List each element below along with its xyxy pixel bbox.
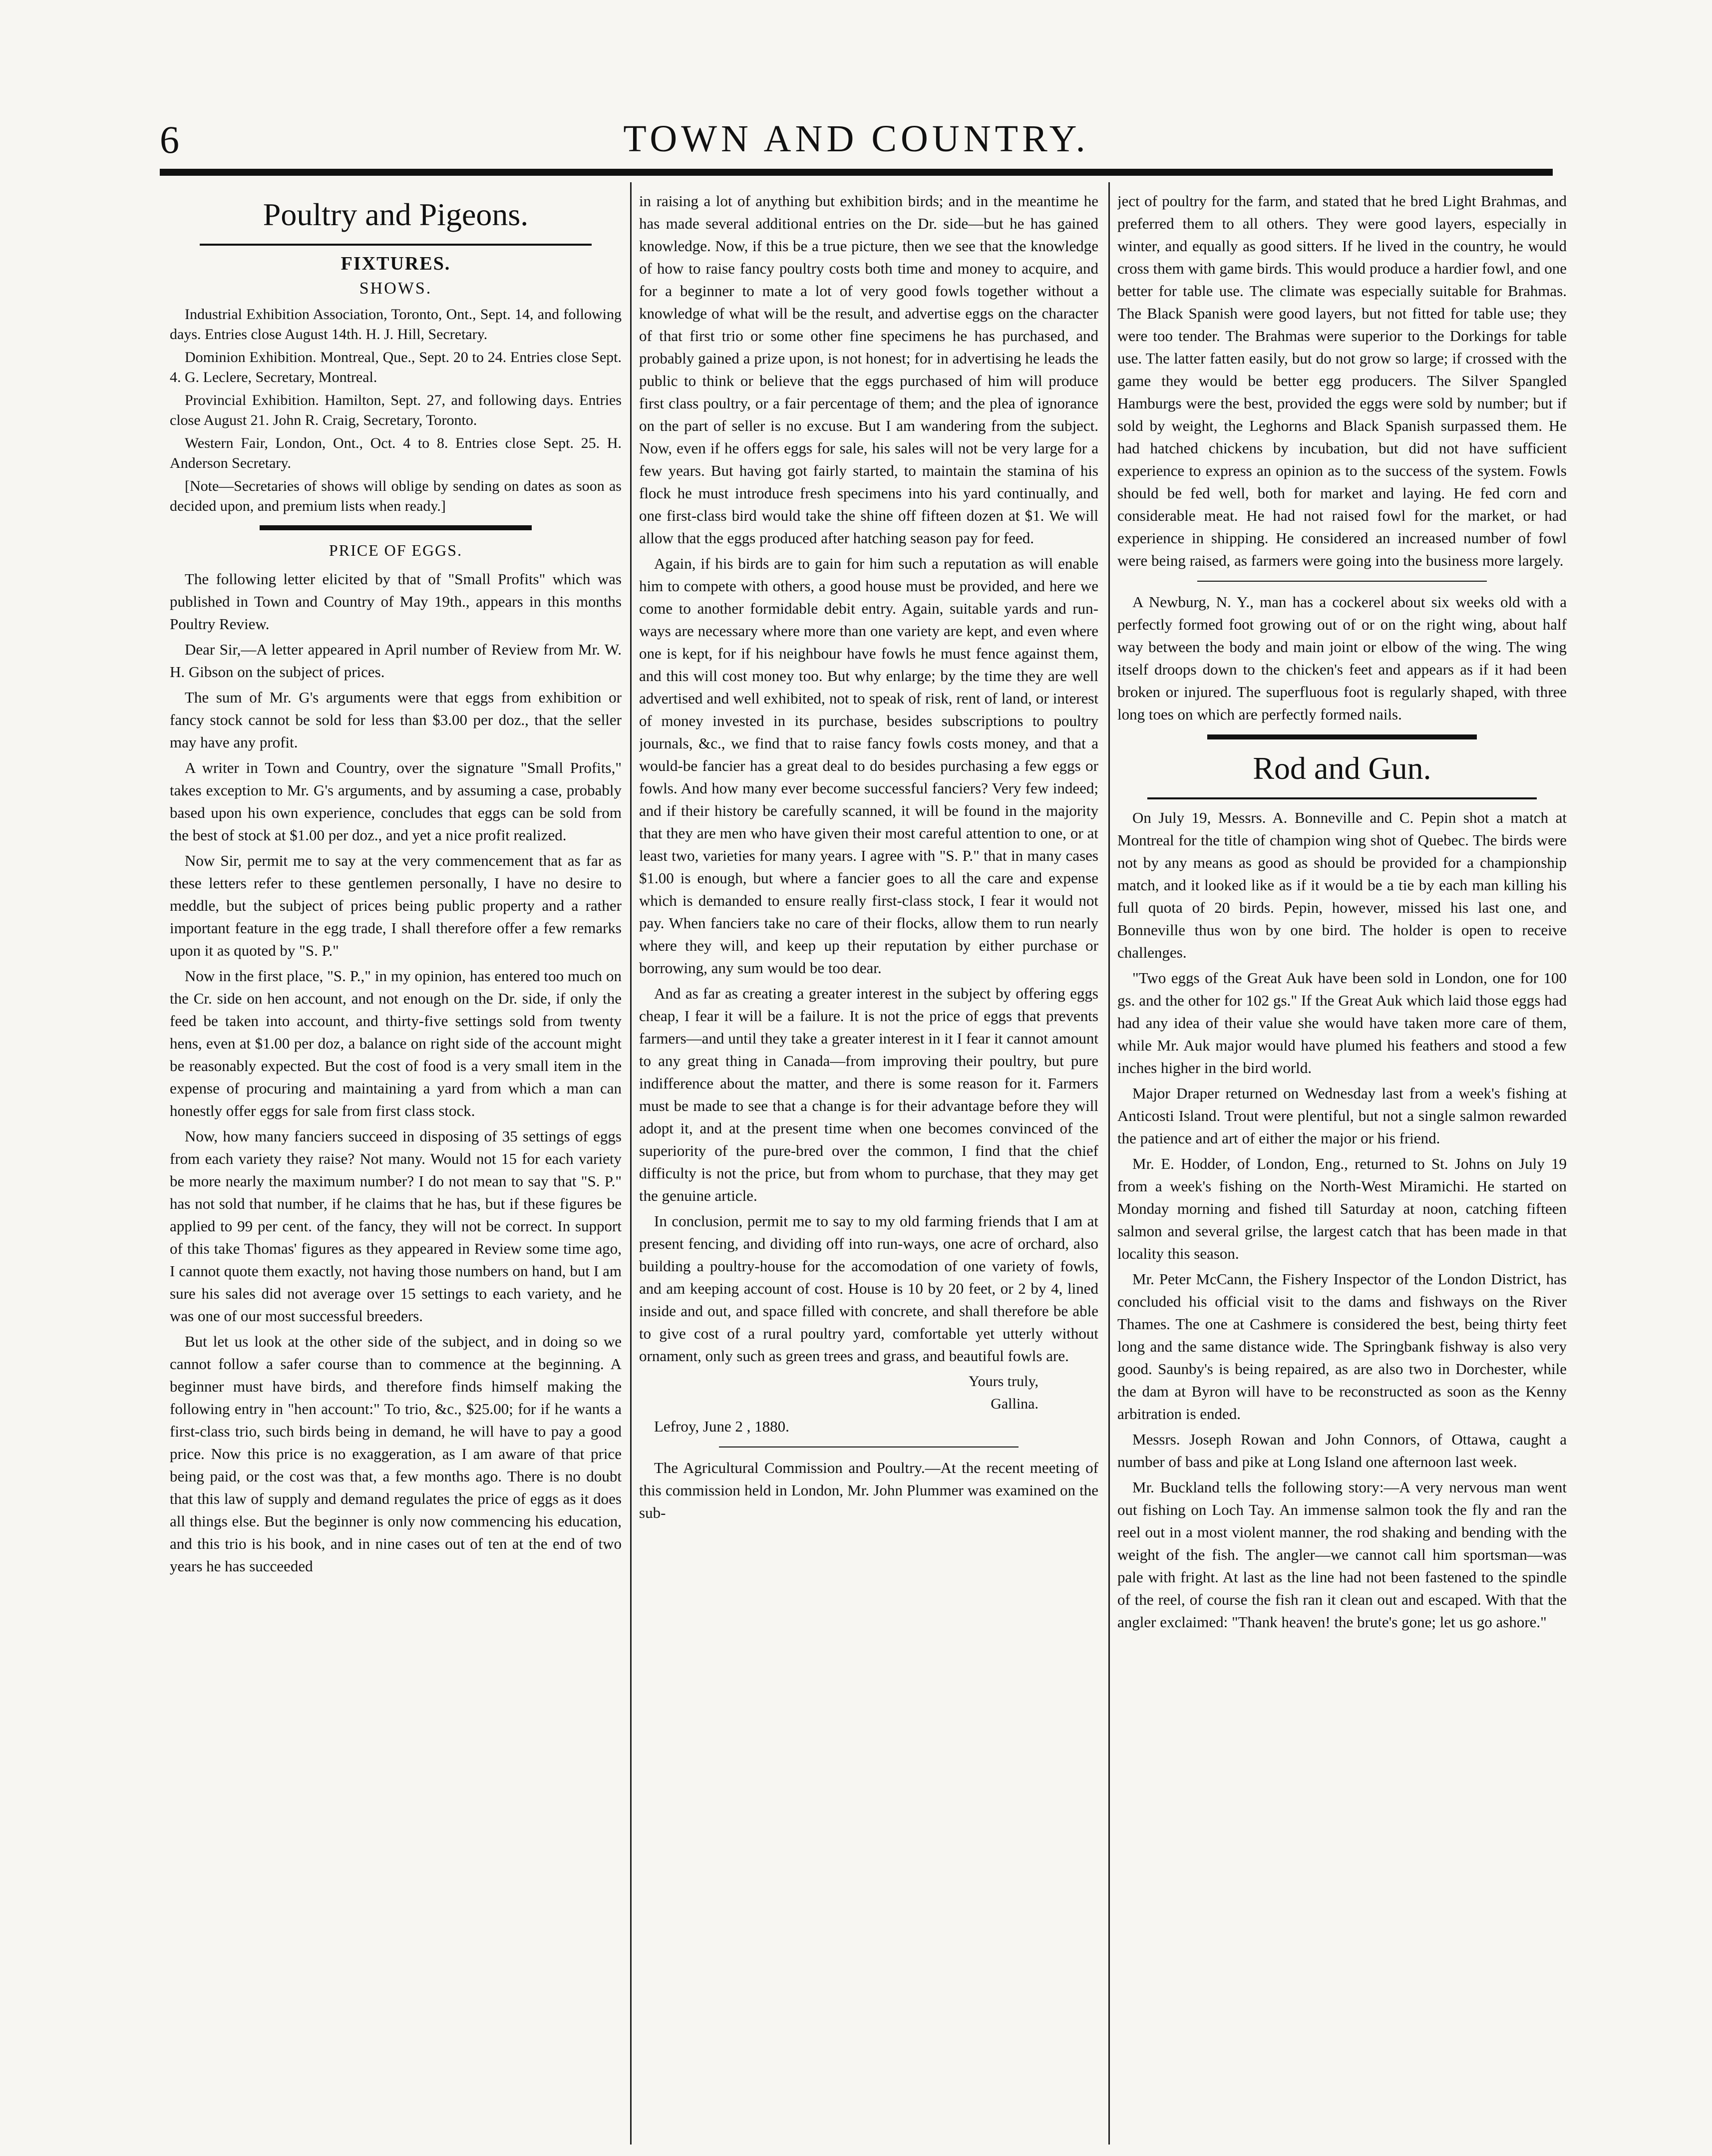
article-paragraph: Now Sir, permit me to say at the very commencement that as far as these letters refer to these gentlemen personally, I have no desire to meddle, but the subject of prices being public property and a rather important feature in the egg trade, I shall therefore offer a few remarks upon it as quoted by "S. P." <box>170 852 622 959</box>
article-paragraph: Again, if his birds are to gain for him such a reputation as will enable him to compete with others, a good house must be provided, and here we come to another formidable debit entry. Again, suitable yards and run-ways are necessary where more than one variety are kept, and even where one is kept, for if his neighbour have fowls he must fence against them, and this will cost money too. But why enlarge; by the time they are well advertised and well exhibited, not to speak of risk, rent of land, or interest of money invested in its purchase, besides subscriptions to poultry journals, &c., we find that to raise fancy fowls costs money, and that a would-be fancier has a great deal to do besides purchasing a few eggs or fowls. And how many ever become successful fanciers? Very few indeed; and if their history be carefully scanned, it will be found in the majority that they are men who have given their most careful attention to one, or at least two, varieties for many years. I agree with "S. P." that in many cases $1.00 is enough, but where a fancier goes to all the care and expense which is demanded to ensure really first-class stock, I fear it would not pay. When fanciers take no care of their flocks, allow them to run nearly where they will, and keep up their reputation by either purchase or borrowing, any sum would be too dear. <box>639 555 1098 977</box>
article-paragraph: Messrs. Joseph Rowan and John Connors, of Ottawa, caught a number of bass and pike at Long Island one afternoon last week. <box>1117 1431 1567 1470</box>
article-paragraph: And as far as creating a greater interest in the subject by offering eggs cheap, I fear it will be a failure. It is not the price of eggs that prevents farmers—and until they take a greater interest in it I fear it cannot amount to any great thing in Canada—from improving their poultry, but pure indifference about the matter, and there is some reason for it. Farmers must be made to see that a change is for their advantage before they will adopt it, and at the present time when one becomes convinced of the superiority of the pure-bred over the common, I find that the chief difficulty is not the price, but from whom to purchase, that they may get the genuine article. <box>639 985 1098 1204</box>
article-paragraph: "Two eggs of the Great Auk have been sold in London, one for 100 gs. and the other for 102 gs." If the Great Auk which laid those eggs had had any idea of their value she would have taken more care of them, while Mr. Auk major would have plumed his feathers and stood a few inches higher in the bird world. <box>1117 969 1567 1077</box>
article-paragraph: In conclusion, permit me to say to my old farming friends that I am at present fencing, and dividing off into run-ways, one acre of orchard, also building a poultry-house for the accomodation of one variety of fowls, and am keeping account of cost. House is 10 by 20 feet, or 2 by 4, lined inside and out, and space filled with concrete, and shall therefore be able to give cost of a rural poultry yard, comfortable yet utterly without ornament, only such as green trees and grass, and beautiful fowls are. <box>639 1212 1098 1365</box>
divider <box>200 244 592 246</box>
divider <box>1207 734 1477 739</box>
paper-title: TOWN AND COUNTRY. <box>623 118 1089 160</box>
shows-heading: SHOWS. <box>359 279 432 298</box>
article-paragraph: A Newburg, N. Y., man has a cockerel about six weeks old with a perfectly formed foot growing out of or on the right wing, about half way between the body and main joint or elbow of the wing. The wing itself droops down to the chicken's feet and appears as if it had been broken or injured. The superfluous foot is regularly shaped, with three long toes on which are perfectly formed nails. <box>1117 593 1567 723</box>
article-paragraph: Major Draper returned on Wednesday last from a week's fishing at Anticosti Island. Trout were plentiful, but not a single salmon rewarded the patience and art of either the major or his friend. <box>1117 1084 1567 1147</box>
column-2 <box>639 190 1098 2147</box>
divider <box>1197 581 1487 582</box>
article-paragraph: Mr. E. Hodder, of London, Eng., returned to St. Johns on July 19 from a week's fishing on the North-West Miramichi. He started on Monday morning and fished till Saturday at noon, catching fifteen salmon and several grilse, the largest catch that has been made in that locality this season. <box>1117 1155 1567 1262</box>
article-paragraph: Mr. Peter McCann, the Fishery Inspector of the London District, has concluded his official visit to the dams and fishways on the River Thames. The one at Cashmere is considered the best, being thirty feet long and the same distance wide. The Springbank fishway is also very good. Saunby's is being repaired, as are also two in Dorchester, while the dam at Byron will have to be reconstructed as soon as the Kenny arbitration is ended. <box>1117 1270 1567 1423</box>
article-paragraph: in raising a lot of anything but exhibition birds; and in the meantime he has made several additional entries on the Dr. side—but he has gained knowledge. Now, if this be a true picture, then we see that the knowledge of how to raise fancy poultry costs both time and money to acquire, and for a beginner to mate a lot of very good fowls together without a knowledge of what will be the result, and advertise eggs on the character of that first trio or some other fine specimens he has purchased, and probably gained a prize upon, is not honest; for in advertising he leads the public to think or believe that the eggs purchased of him will produce first class poultry, or a fair percentage of them; and the plea of ignorance on the part of seller is no excuse. But I am wandering from the subject. Now, even if he offers eggs for sale, his sales will not be very large for a few years. But having got fairly started, to maintain the stamina of his flock he must introduce fresh specimens into his yard continually, and one first-class bird would take the shine off fifteen dozen at $1. We will allow that the eggs produced after hatching season pay for feed. <box>639 192 1098 547</box>
article-paragraph: On July 19, Messrs. A. Bonneville and C. Pepin shot a match at Montreal for the title of champion wing shot of Quebec. The birds were not by any means as good as should be provided for a championship match, and it looked like as if it would be a tie by each man killing his full quota of 20 birds. Pepin, however, missed his last one, and Bonneville thus won by one bird. The holder is open to receive challenges. <box>1117 809 1567 961</box>
fixture-item: Provincial Exhibition. Hamilton, Sept. 27, and following days. Entries close August 21. John R. Craig, Secretary, Toronto. <box>170 392 622 428</box>
fixture-item: Dominion Exhibition. Montreal, Que., Sept. 20 to 24. Entries close Sept. 4. G. Leclere, Secretary, Montreal. <box>170 349 622 385</box>
divider <box>719 1446 1019 1447</box>
divider <box>1147 797 1537 799</box>
section-title-poultry: Poultry and Pigeons. <box>263 197 529 232</box>
page-number: 6 <box>160 118 179 161</box>
column-3 <box>1117 190 1567 2147</box>
column-divider <box>1108 182 1110 2145</box>
column-1 <box>170 190 622 2147</box>
article-paragraph: The sum of Mr. G's arguments were that eggs from exhibition or fancy stock cannot be sold for less than $3.00 per doz., that the seller may have any profit. <box>170 689 622 751</box>
section-title-rod-and-gun: Rod and Gun. <box>1253 750 1431 786</box>
article-paragraph: Dear Sir,—A letter appeared in April number of Review from Mr. W. H. Gibson on the subject of prices. <box>170 641 622 681</box>
fixtures-heading: FIXTURES. <box>341 253 451 274</box>
letter-closing: Yours truly, <box>968 1373 1038 1390</box>
divider <box>260 525 532 530</box>
column-divider <box>630 182 632 2145</box>
price-of-eggs-heading: PRICE OF EGGS. <box>329 541 463 559</box>
letter-signature: Gallina. <box>991 1396 1038 1412</box>
article-paragraph: A writer in Town and Country, over the signature "Small Profits," takes exception to Mr. G's arguments, and by assuming a case, probably based upon his own experience, concludes that eggs can be sold from the best of stock at $1.00 per doz., and yet a nice profit realized. <box>170 759 622 844</box>
fixture-item: Industrial Exhibition Association, Toronto, Ont., Sept. 14, and following days. Entries close August 14th. H. J. Hill, Secretary. <box>170 306 622 343</box>
article-paragraph: Now in the first place, "S. P.," in my opinion, has entered too much on the Cr. side on hen account, and not enough on the Dr. side, if only the feed be taken into account, and thirty-five settings sold from twenty hens, even at $1.00 per doz, a balance on right side of the account might be reasonably expected. But the cost of food is a very small item in the expense of procuring and maintaining a yard from which a man can honestly offer eggs for sale from first class stock. <box>170 967 622 1119</box>
masthead-rule <box>160 169 1553 176</box>
fixture-item: Western Fair, London, Ont., Oct. 4 to 8. Entries close Sept. 25. H. Anderson Secretary. <box>170 435 622 471</box>
article-paragraph: Now, how many fanciers succeed in disposing of 35 settings of eggs from each variety they raise? Not many. Would not 15 for each variety be more nearly the maximum number? I do not mean to say that "S. P." has not sold that number, if he claims that he has, but if these figures be applied to 99 per cent. of the fancy, they will not be correct. In support of this take Thomas' figures as they appeared in Review some time ago, I cannot quote them exactly, not having those numbers on hand, but I am sure his sales did not average over 15 settings to each variety, and he was one of our most successful breeders. <box>170 1127 622 1325</box>
letter-dateline: Lefroy, June 2 , 1880. <box>654 1418 789 1435</box>
article-paragraph: The following letter elicited by that of "Small Profits" which was published in Town and Country of May 19th., appears in this months Poultry Review. <box>170 570 622 633</box>
fixtures-note: [Note—Secretaries of shows will oblige by sending on dates as soon as decided upon, and premium lists when ready.] <box>170 478 622 514</box>
article-paragraph: But let us look at the other side of the subject, and in doing so we cannot follow a safer course than to commence at the beginning. A beginner must have birds, and therefore finds himself making the following entry in "hen account:" To trio, &c., $25.00; for if he wants a first-class trio, such birds being in demand, he will have to pay a good price. Now this price is no exaggeration, as I am aware of that price being paid, or the cost was that, a few months ago. There is no doubt that this law of supply and demand regulates the price of eggs as it does all things else. But the beginner is only now commencing his education, and this trio is his book, and in nine cases out of ten at the end of two years he has succeeded <box>170 1333 622 1575</box>
article-paragraph: Mr. Buckland tells the following story:—A very nervous man went out fishing on Loch Tay. An immense salmon took the fly and ran the reel out in a most violent manner, the rod shaking and bending with the weight of the fish. The angler—we cannot call him sportsman—was pale with fright. At last as the line had not been fastened to the spindle of the reel, of course the fish ran it clean out and escaped. With that the angler exclaimed: "Thank heaven! the brute's gone; let us go ashore." <box>1117 1478 1567 1631</box>
article-paragraph: ject of poultry for the farm, and stated that he bred Light Brahmas, and preferred them to all others. They were good layers, especially in winter, and equally as good sitters. If he lived in the country, he would cross them with game birds. This would produce a hardier fowl, and one better for table use. The climate was especially suitable for Brahmas. The Black Spanish were good layers, but not fitted for table use; they were too tender. The Brahmas were superior to the Dorkings for table use. The latter fatten easily, but do not grow so large; if crossed with the game they would be better egg producers. The Silver Spangled Hamburgs were the best, provided the eggs were sold by number; but if sold by weight, the Leghorns and Black Spanish surpassed them. He had hatched chickens by incubation, but did not have sufficient experience to express an opinion as to the success of the system. Fowls should be fed well, both for market and laying. He fed corn and considerable meat. He had not raised fowl for the market, or had experience in shipping. He considered an increased number of fowl were being raised, as farmers were going into the business more largely. <box>1117 192 1567 569</box>
masthead <box>160 112 1553 172</box>
article-paragraph: The Agricultural Commission and Poultry.—At the recent meeting of this commission held in London, Mr. John Plummer was examined on the sub- <box>639 1459 1098 1521</box>
